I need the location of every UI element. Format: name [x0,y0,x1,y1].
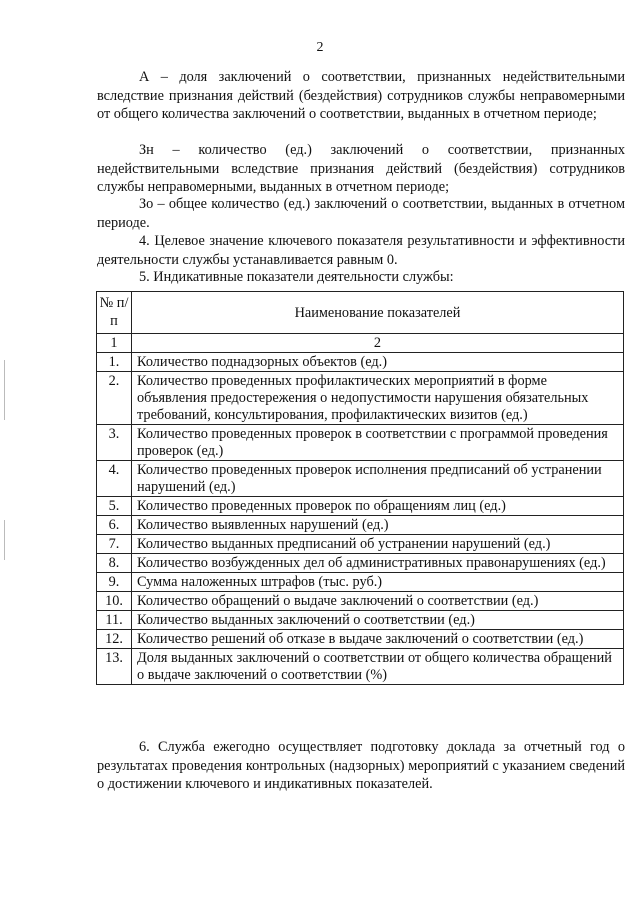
header-name: Наименование показателей [132,292,624,334]
paragraph-target-value: 4. Целевое значение ключевого показателя результативности и эффективности деятельности службы устанавливается равным 0. [97,233,625,268]
table-row [97,497,624,516]
row-num: 13. [97,649,132,685]
table-row [97,425,624,461]
table-row [97,353,624,372]
paragraph-indicators-heading: 5. Индикативные показатели деятельности службы: [139,269,454,285]
paragraph-annual-report: 6. Служба ежегодно осуществляет подготовку доклада за отчетный год о результатах проведения контрольных (надзорных) мероприятий с указанием сведений о достижении ключевого и индикативных показателей. [97,739,625,792]
row-text: Количество выявленных нарушений (ед.) [132,516,624,535]
table-row [97,630,624,649]
row-text: Количество проведенных проверок в соответствии с программой проведения проверок (ед.) [132,425,624,461]
scan-edge-mark [4,520,5,560]
column-number-2: 2 [132,334,624,353]
column-number-row [97,334,624,353]
column-number-1: 1 [97,334,132,353]
indicators-table [96,291,624,685]
row-num: 7. [97,535,132,554]
table-row [97,535,624,554]
paragraph-a-definition: А – доля заключений о соответствии, признанных недействительными вследствие признания действий (бездействия) сотрудников службы неправомерными от общего количества заключений о соответствии, выданных в отчетном периоде; [97,69,625,122]
scan-edge-mark [4,360,5,420]
row-text: Количество выданных заключений о соответствии (ед.) [132,611,624,630]
table-row [97,611,624,630]
table-row [97,461,624,497]
row-num: 12. [97,630,132,649]
row-num: 5. [97,497,132,516]
row-text: Количество поднадзорных объектов (ед.) [132,353,624,372]
row-num: 4. [97,461,132,497]
table-row [97,516,624,535]
table-row [97,592,624,611]
row-num: 8. [97,554,132,573]
row-text: Количество обращений о выдаче заключений о соответствии (ед.) [132,592,624,611]
paragraph-zo-definition: Зо – общее количество (ед.) заключений о соответствии, выданных в отчетном периоде. [97,196,625,231]
row-text: Сумма наложенных штрафов (тыс. руб.) [132,573,624,592]
page-number: 2 [316,40,324,55]
row-num: 2. [97,372,132,425]
table-row [97,573,624,592]
table-row [97,372,624,425]
row-num: 6. [97,516,132,535]
row-num: 1. [97,353,132,372]
row-num: 3. [97,425,132,461]
row-text: Количество проведенных проверок по обращениям лиц (ед.) [132,497,624,516]
row-text: Количество проведенных профилактических мероприятий в форме объявления предостережения о недопустимости нарушения обязательных требований, консультирования, профилактических визитов (ед.) [132,372,624,425]
table-row [97,554,624,573]
row-text: Количество решений об отказе в выдаче заключений о соответствии (ед.) [132,630,624,649]
table-row [97,649,624,685]
row-text: Количество выданных предписаний об устранении нарушений (ед.) [132,535,624,554]
table-header-row [97,292,624,334]
row-text: Количество возбужденных дел об административных правонарушениях (ед.) [132,554,624,573]
row-num: 10. [97,592,132,611]
row-num: 11. [97,611,132,630]
paragraph-zn-definition: Зн – количество (ед.) заключений о соответствии, признанных недействительными вследствие признания действий (бездействия) сотрудников службы неправомерными, выданных в отчетном периоде; [97,142,625,195]
row-num: 9. [97,573,132,592]
row-text: Доля выданных заключений о соответствии от общего количества обращений о выдаче заключений о соответствии (%) [132,649,624,685]
header-num: № п/п [97,292,132,334]
row-text: Количество проведенных проверок исполнения предписаний об устранении нарушений (ед.) [132,461,624,497]
